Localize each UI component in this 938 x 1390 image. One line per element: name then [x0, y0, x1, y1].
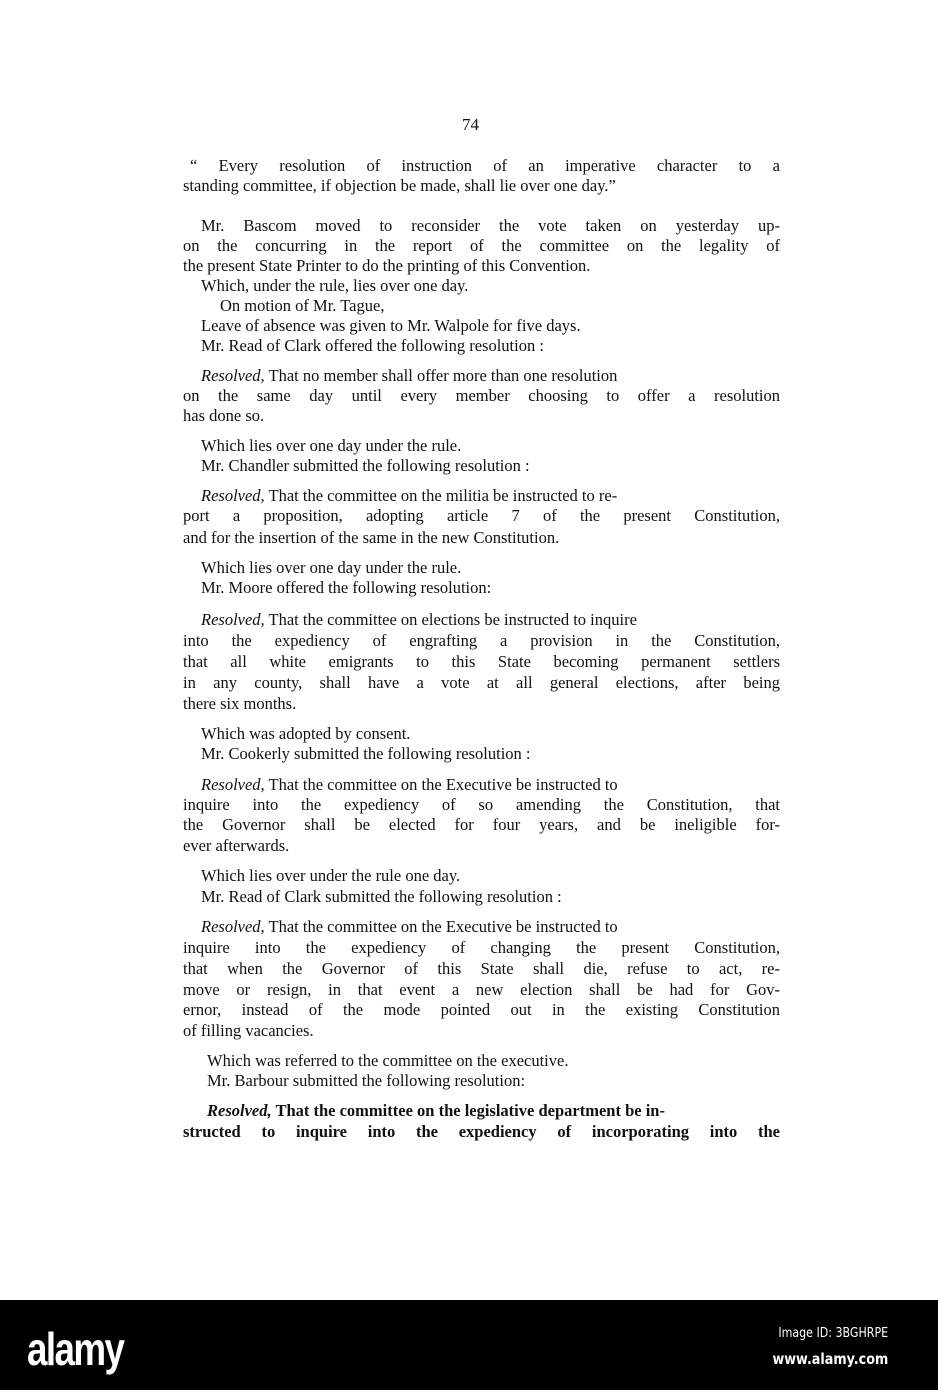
text: That no member shall offer more than one resolution — [268, 366, 618, 385]
text-line: Which was adopted by consent. — [201, 724, 411, 743]
watermark-bar — [0, 1300, 938, 1390]
text-line: Which lies over one day under the rule. — [201, 558, 462, 577]
text-line: inquire into the expediency of changing the present Constitution, — [183, 938, 780, 957]
text: That the committee on elections be instructed to inquire — [268, 610, 637, 629]
resolution-line — [201, 775, 780, 795]
resolution-line — [201, 610, 780, 630]
text-line: that all white emigrants to this State becoming permanent settlers — [183, 652, 780, 671]
resolved-label: Resolved, — [201, 610, 265, 629]
text-line: Which lies over under the rule one day. — [201, 866, 461, 885]
text-line: Leave of absence was given to Mr. Walpole for five days. — [201, 316, 581, 335]
text-line: Mr. Barbour submitted the following resolution: — [207, 1071, 526, 1090]
text-line: on the concurring in the report of the committee on the legality of — [183, 236, 780, 255]
text-line: Mr. Cookerly submitted the following resolution : — [201, 744, 531, 763]
text: That the committee on the Executive be instructed to — [268, 775, 618, 794]
text-line: “ Every resolution of instruction of an imperative character to a — [190, 156, 780, 175]
text-line: in any county, shall have a vote at all general elections, after being — [183, 673, 780, 692]
resolution-line — [201, 366, 780, 386]
text-line: that when the Governor of this State shall die, refuse to act, re- — [183, 959, 780, 978]
text-line: ernor, instead of the mode pointed out in the existing Constitution — [183, 1000, 780, 1019]
resolved-label: Resolved, — [201, 366, 265, 385]
text-line: ever afterwards. — [183, 836, 290, 855]
text-line: the present State Printer to do the printing of this Convention. — [183, 256, 591, 275]
text-line: Which lies over one day under the rule. — [201, 436, 462, 455]
resolution-line — [201, 917, 780, 937]
alamy-logo: alamy — [27, 1323, 124, 1375]
text: That the committee on the militia be instructed to re- — [268, 486, 618, 505]
resolved-label: Resolved, — [201, 486, 265, 505]
text-line: and for the insertion of the same in the new Constitution. — [183, 528, 560, 547]
text-line: Which was referred to the committee on the executive. — [207, 1051, 569, 1070]
text: That the committee on the Executive be instructed to — [268, 917, 618, 936]
text: That the committee on the legislative department be in- — [275, 1101, 665, 1120]
resolved-label: Resolved, — [207, 1101, 272, 1120]
text-line: Mr. Moore offered the following resolution: — [201, 578, 492, 597]
resolved-label: Resolved, — [201, 775, 265, 794]
watermark-url: www.alamy.com — [772, 1350, 888, 1368]
text-line: Which, under the rule, lies over one day. — [201, 276, 469, 295]
text-line: standing committee, if objection be made, shall lie over one day.” — [183, 176, 616, 195]
text-line: on the same day until every member choosing to offer a resolution — [183, 386, 780, 405]
text-line: has done so. — [183, 406, 265, 425]
text-line: port a proposition, adopting article 7 of the present Constitution, — [183, 506, 780, 525]
resolution-line — [201, 486, 780, 506]
text-line: inquire into the expediency of so amending the Constitution, that — [183, 795, 780, 814]
text-line: Mr. Chandler submitted the following resolution : — [201, 456, 530, 475]
resolution-line — [207, 1101, 786, 1121]
text-line: Mr. Read of Clark offered the following resolution : — [201, 336, 544, 355]
text-line: Mr. Read of Clark submitted the following resolution : — [201, 887, 562, 906]
resolved-label: Resolved, — [201, 917, 265, 936]
text-line: On motion of Mr. Tague, — [220, 296, 385, 315]
text-line: into the expediency of engrafting a provision in the Constitution, — [183, 631, 780, 650]
text-line: the Governor shall be elected for four years, and be ineligible for- — [183, 815, 780, 834]
image-id: Image ID: 3BGHRPE — [778, 1326, 888, 1341]
text-line: Mr. Bascom moved to reconsider the vote taken on yesterday up- — [201, 216, 780, 235]
text-line: structed to inquire into the expediency of incorporating into the — [183, 1122, 780, 1141]
page-number: 74 — [462, 115, 479, 134]
text-line: there six months. — [183, 694, 297, 713]
text-line: move or resign, in that event a new election shall be had for Gov- — [183, 980, 780, 999]
text-line: of filling vacancies. — [183, 1021, 314, 1040]
